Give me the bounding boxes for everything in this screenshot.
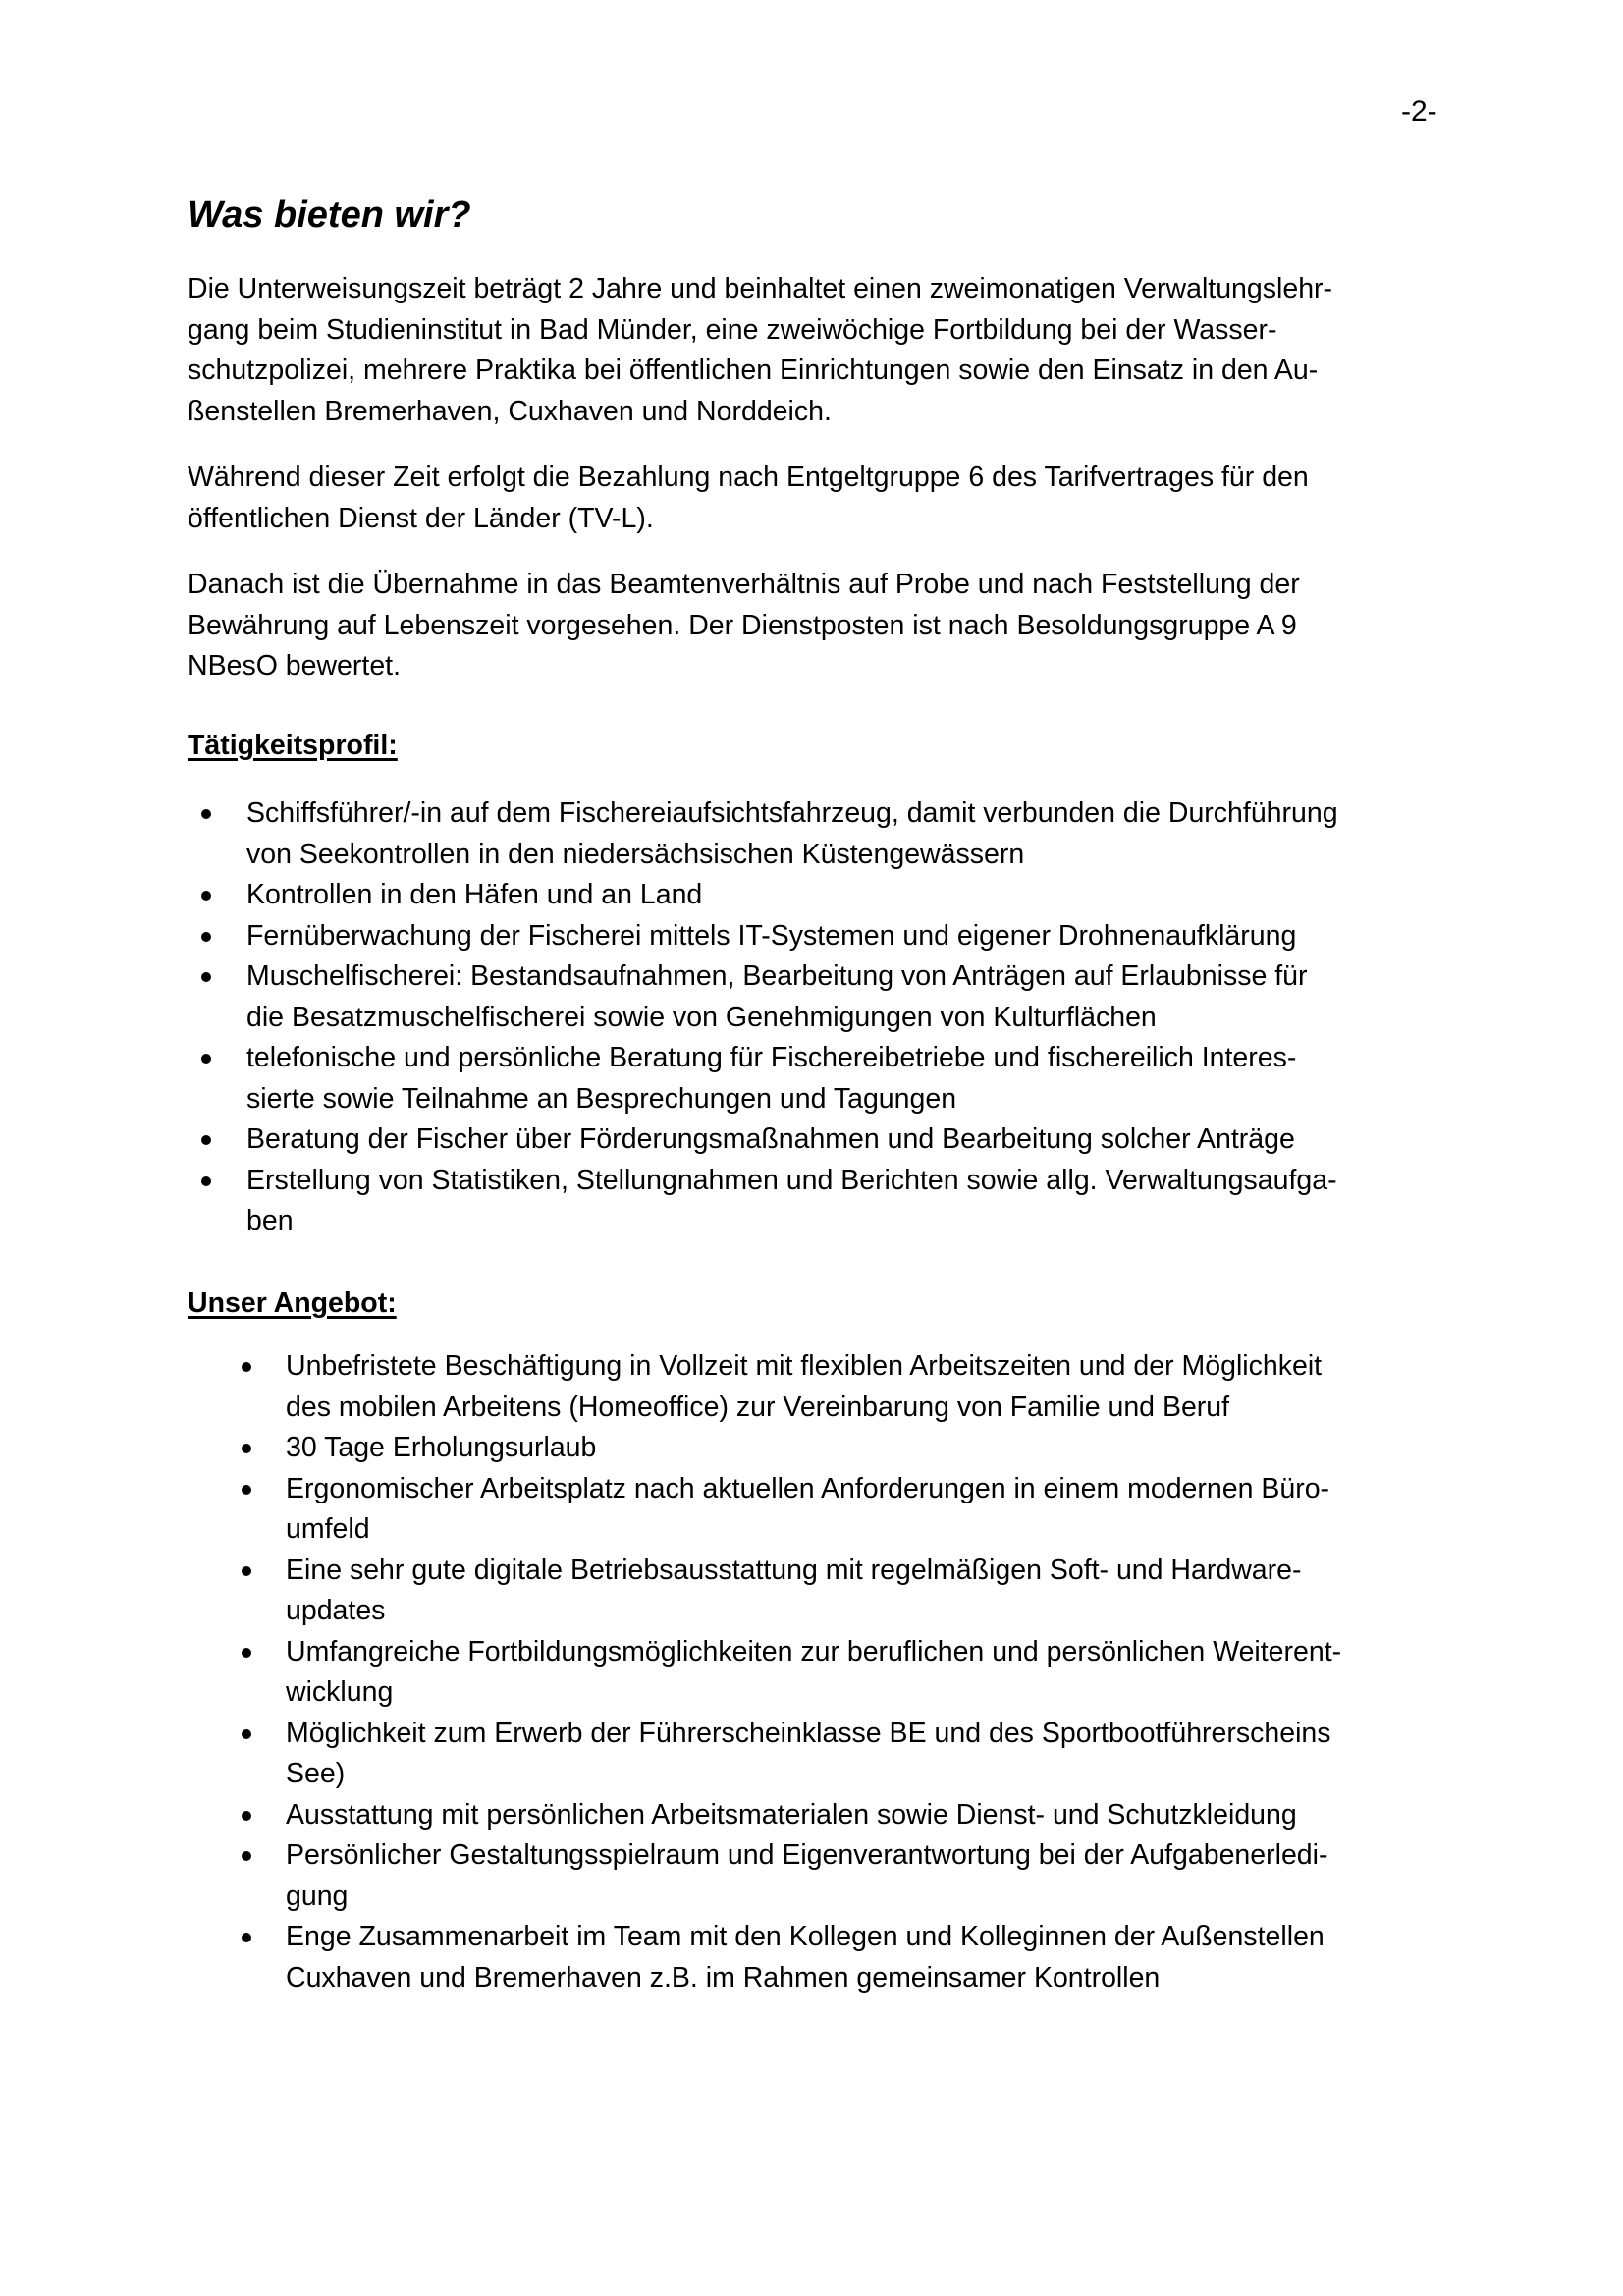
item-text: Fernüberwachung der Fischerei mittels IT-Systemen und eigener Drohnenaufklärung [246,919,1297,952]
text-line: schutzpolizei, mehrere Praktika bei öffentlichen Einrichtungen sowie den Einsatz in den Au- [188,355,1319,386]
item-text: umfeld [286,1513,370,1545]
list-item [188,1428,1341,1469]
bullet-icon [242,1729,251,1739]
bullet-icon [201,1054,211,1064]
text-line: Bewährung auf Lebenszeit vorgesehen. Der Dienstposten ist nach Besoldungsgruppe A 9 [188,609,1297,641]
bullet-icon [242,1851,251,1861]
text-line: Die Unterweisungszeit beträgt 2 Jahre und beinhaltet einen zweimonatigen Verwaltungslehr- [188,273,1333,304]
our-offer-list [188,1346,1341,1998]
list-item [188,1346,1341,1428]
paragraph-civil-service [188,565,1300,687]
list-item [188,916,1338,957]
item-text: Eine sehr gute digitale Betriebsausstattung mit regelmäßigen Soft- und Hardware- [286,1554,1302,1586]
bullet-icon [242,1566,251,1576]
bullet-icon [201,1176,211,1186]
item-text: See) [286,1758,346,1789]
section-heading-offer: Was bieten wir? [188,194,471,236]
text-line: gang beim Studieninstitut in Bad Münder, eine zweiwöchige Fortbildung bei der Wasser- [188,313,1277,346]
item-text: Erstellung von Statistiken, Stellungnahmen und Berichten sowie allg. Verwaltungsaufga- [246,1164,1337,1196]
item-text: Unbefristete Beschäftigung in Vollzeit mit flexiblen Arbeitszeiten und der Möglichkeit [286,1350,1323,1382]
item-text: Enge Zusammenarbeit im Team mit den Kollegen und Kolleginnen der Außenstellen [286,1921,1325,1952]
list-item [188,1835,1341,1917]
item-text: die Besatzmuschelfischerei sowie von Genehmigungen von Kulturflächen [246,1001,1157,1033]
page-number: -2- [1401,95,1437,128]
item-text: Beratung der Fischer über Förderungsmaßnahmen und Bearbeitung solcher Anträge [246,1123,1295,1155]
text-line: öffentlichen Dienst der Länder (TV-L). [188,502,654,534]
paragraph-payment [188,458,1309,539]
bullet-icon [242,1648,251,1658]
list-item [188,957,1338,1038]
item-text: updates [286,1595,386,1626]
list-item [188,875,1338,916]
item-text: Umfangreiche Fortbildungsmöglichkeiten zur beruflichen und persönlichen Weiterent- [286,1635,1342,1667]
item-text: sierte sowie Teilnahme an Besprechungen und Tagungen [246,1082,957,1115]
list-item [188,1120,1338,1161]
list-item [188,793,1338,875]
bullet-icon [201,809,211,819]
text-line: NBesO bewertet. [188,650,402,682]
text-line: Danach ist die Übernahme in das Beamtenverhältnis auf Probe und nach Feststellung der [188,569,1300,600]
bullet-icon [242,1362,251,1372]
item-text: Persönlicher Gestaltungsspielraum und Eigenverantwortung bei der Aufgabenerledi- [286,1839,1328,1871]
item-text: Cuxhaven und Bremerhaven z.B. im Rahmen gemeinsamer Kontrollen [286,1961,1161,1994]
activity-profile-list [188,793,1338,1242]
list-item [188,1714,1341,1795]
text-line: ßenstellen Bremerhaven, Cuxhaven und Norddeich. [188,395,832,427]
list-item [188,1795,1341,1836]
item-text: telefonische und persönliche Beratung für Fischereibetriebe und fischereilich Interes- [246,1042,1297,1073]
bullet-icon [242,1811,251,1821]
list-item [188,1038,1338,1120]
bullet-icon [242,1444,251,1453]
bullet-icon [242,1485,251,1495]
item-text: wicklung [286,1676,394,1708]
item-text: des mobilen Arbeitens (Homeoffice) zur Vereinbarung von Familie und Beruf [286,1391,1230,1423]
item-text: Möglichkeit zum Erwerb der Führerscheinklasse BE und des Sportbootführerscheins [286,1717,1331,1749]
item-text: 30 Tage Erholungsurlaub [286,1432,597,1463]
section-title-our-offer: Unser Angebot: [188,1287,397,1319]
item-text: ben [246,1205,294,1236]
item-text: Kontrollen in den Häfen und an Land [246,879,703,910]
item-text: Schiffsführer/-in auf dem Fischereiaufsichtsfahrzeug, damit verbunden die Durchführung [246,797,1338,829]
item-text: von Seekontrollen in den niedersächsischen Küstengewässern [246,838,1025,870]
item-text: Ergonomischer Arbeitsplatz nach aktuellen Anforderungen in einem modernen Büro- [286,1472,1330,1504]
list-item [188,1917,1341,1998]
bullet-icon [201,891,211,901]
item-text: Ausstattung mit persönlichen Arbeitsmaterialen sowie Dienst- und Schutzkleidung [286,1798,1297,1831]
list-item [188,1551,1341,1632]
list-item [188,1161,1338,1242]
bullet-icon [201,1135,211,1145]
paragraph-training [188,269,1332,432]
list-item [188,1632,1341,1714]
section-title-activity-profile: Tätigkeitsprofil: [188,730,398,761]
item-text: Muschelfischerei: Bestandsaufnahmen, Bearbeitung von Anträgen auf Erlaubnisse für [246,960,1308,992]
bullet-icon [201,972,211,982]
bullet-icon [242,1933,251,1942]
item-text: gung [286,1880,349,1912]
text-line: Während dieser Zeit erfolgt die Bezahlung nach Entgeltgruppe 6 des Tarifvertrages für den [188,462,1309,493]
bullet-icon [201,932,211,942]
list-item [188,1469,1341,1551]
